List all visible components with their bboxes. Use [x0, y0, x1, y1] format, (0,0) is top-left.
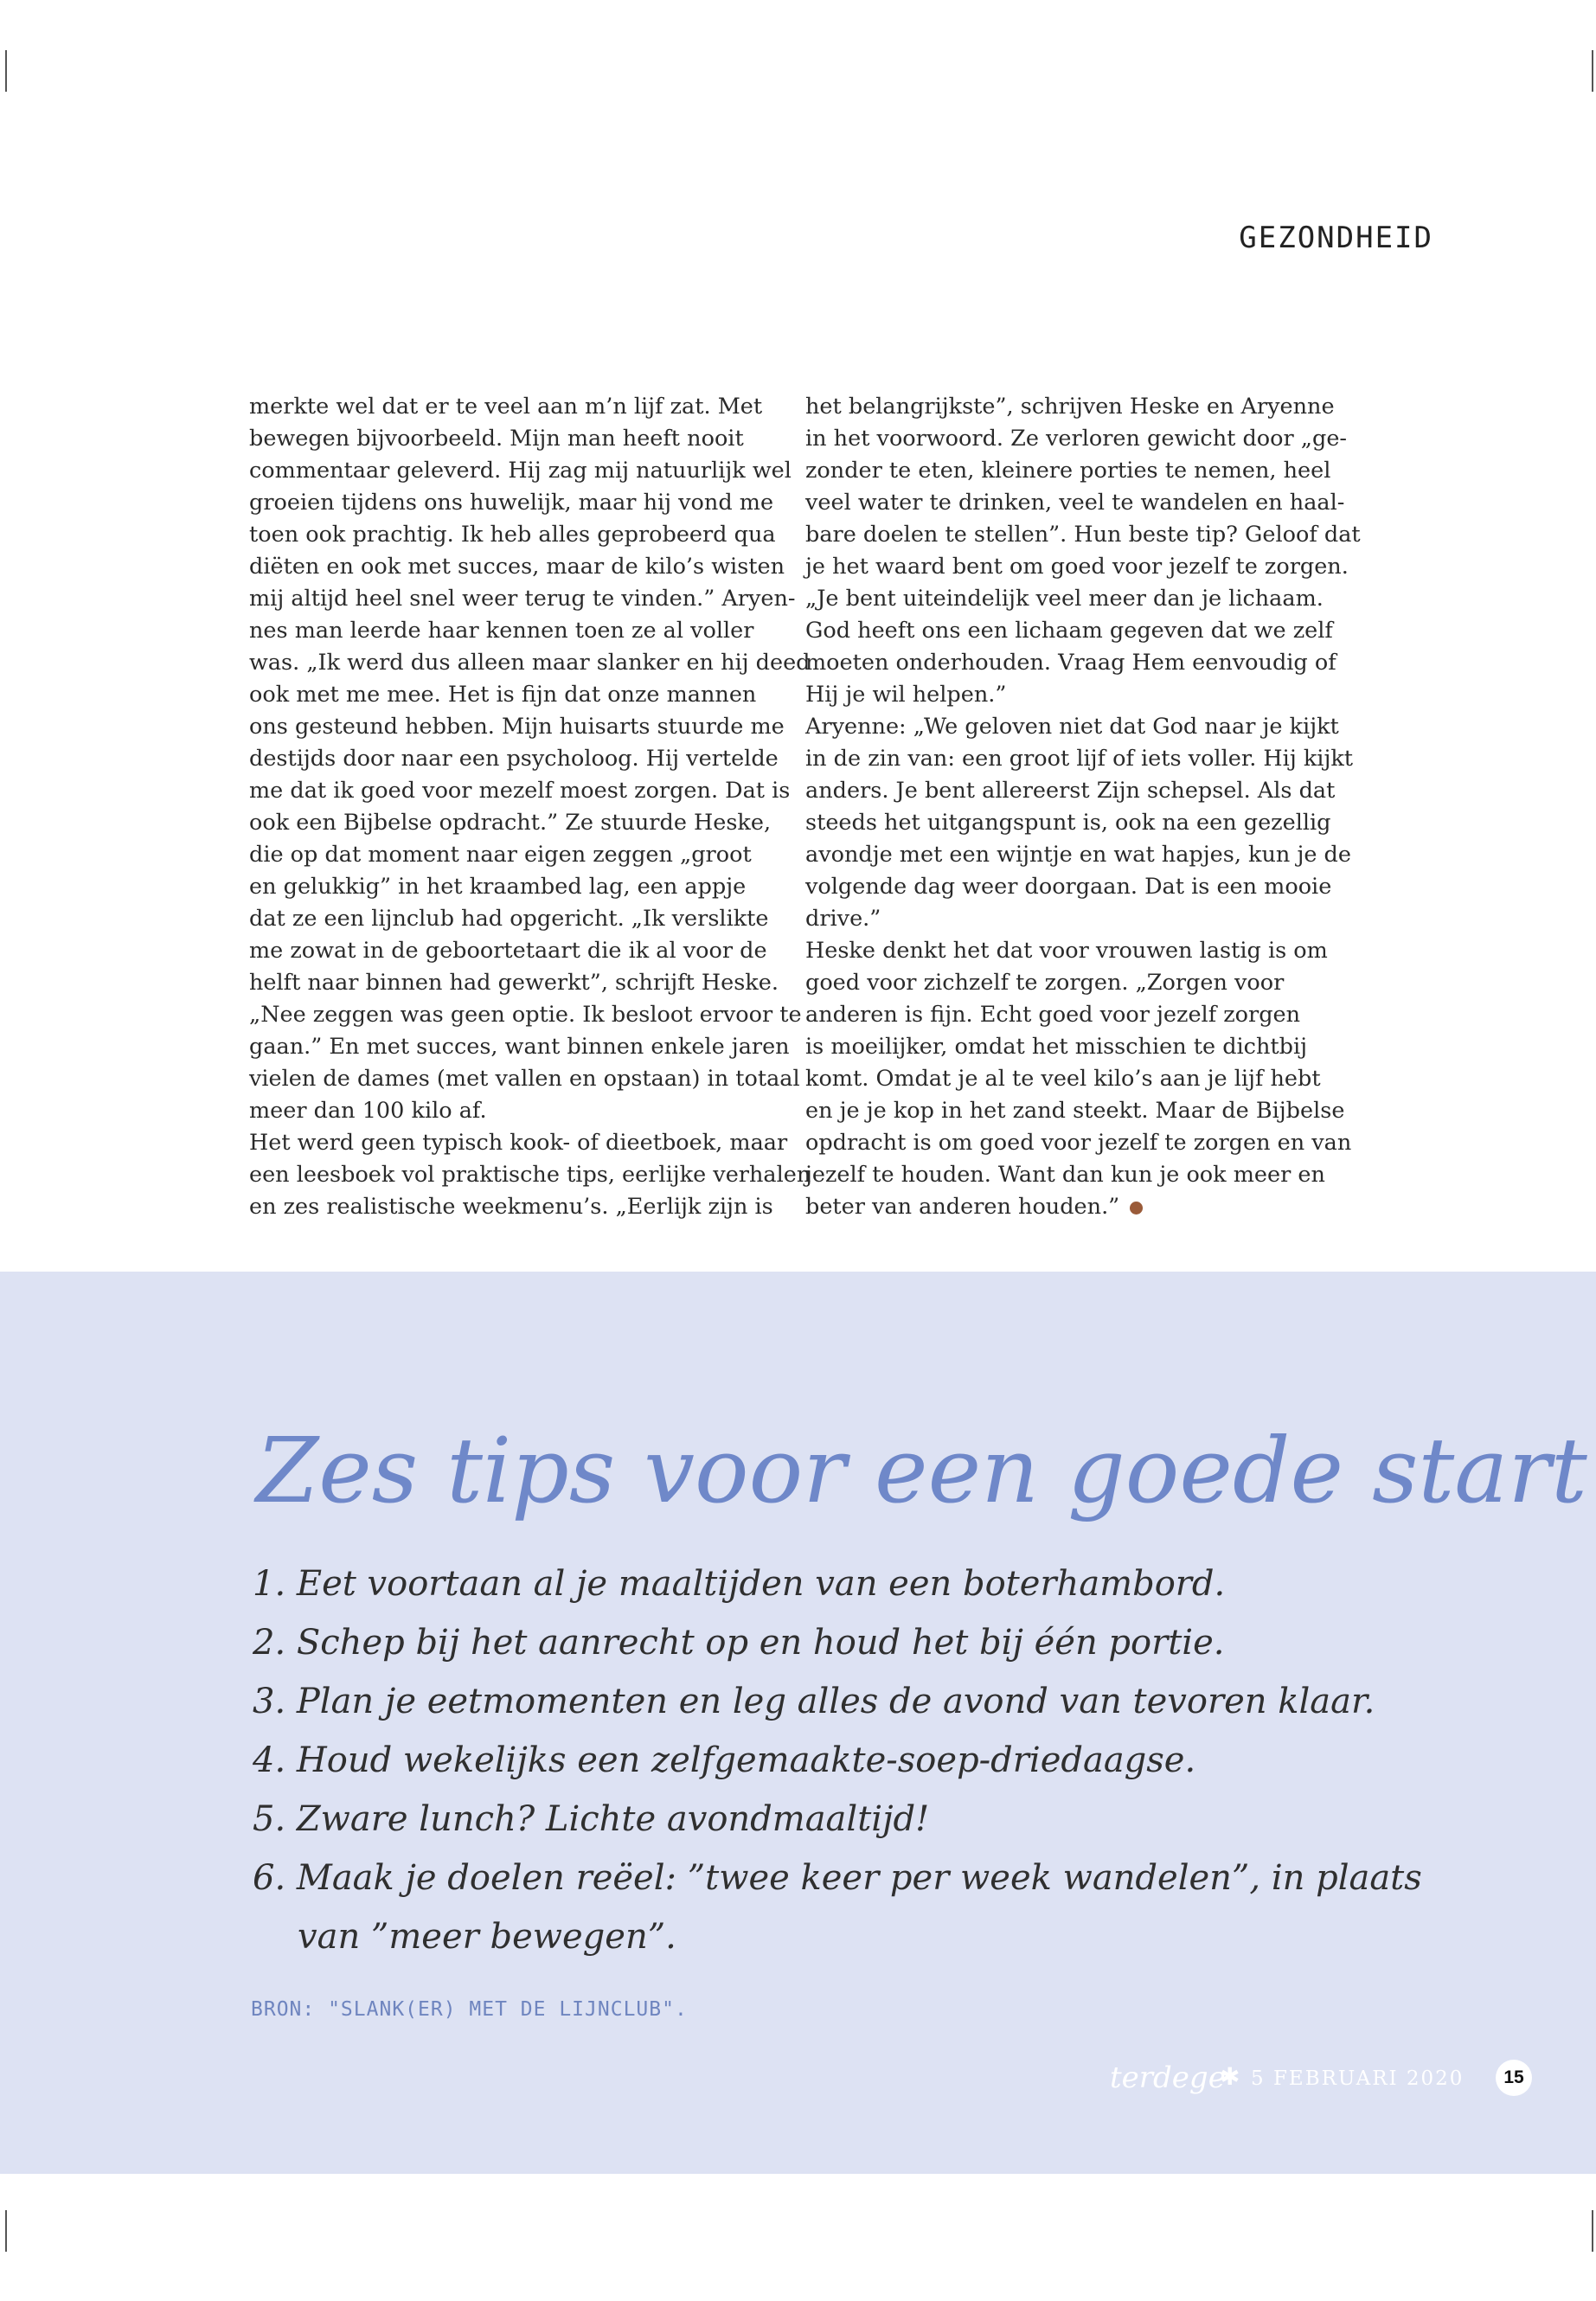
article-line [805, 743, 1354, 775]
article-line-text: je het waard bent om goed voor jezelf te zorgen. [805, 554, 1349, 580]
article-line-text: me dat ik goed voor mezelf moest zorgen. Dat is [249, 778, 791, 804]
article-line [249, 487, 777, 519]
article-line-text: volgende dag weer doorgaan. Dat is een mooie [805, 874, 1332, 900]
article-column-right [805, 391, 1361, 1223]
article-line [805, 1127, 1352, 1159]
article-line-text: Het werd geen typisch kook- of dieetboek, maar [249, 1130, 788, 1156]
article-line-text: diëten en ook met succes, maar de kilo’s wisten [249, 554, 785, 580]
article-line-text: ook een Bijbelse opdracht.” Ze stuurde Heske, [249, 810, 772, 836]
article-line [805, 967, 1333, 999]
article-line [249, 1159, 811, 1191]
crop-mark [1592, 2210, 1593, 2252]
article-line [249, 583, 796, 615]
article-line-text: Aryenne: „We geloven niet dat God naar je kijkt [805, 714, 1339, 740]
article-line-text: was. „Ik werd dus alleen maar slanker en hij deed [249, 650, 811, 676]
article-line [805, 1095, 1345, 1127]
tip-item-continuation: van ”meer bewegen”. [298, 1917, 676, 1957]
article-line-text: mij altijd heel snel weer terug te vinden.” Aryen- [249, 586, 796, 612]
tips-list [253, 1554, 1422, 1966]
article-line [249, 999, 802, 1031]
article-line [805, 423, 1348, 455]
article-line [249, 615, 777, 647]
article-line-text: „Je bent uiteindelijk veel meer dan je lichaam. [805, 586, 1324, 612]
crop-mark [5, 50, 7, 92]
tip-item: 3. Plan je eetmomenten en leg alles de avond van tevoren klaar. [253, 1682, 1375, 1721]
article-line [249, 967, 777, 999]
article-line [249, 423, 777, 455]
article-line [805, 519, 1361, 551]
article-line-text: beter van anderen houden.” [805, 1194, 1120, 1220]
article-line-text: anderen is fijn. Echt goed voor jezelf zorgen [805, 1002, 1301, 1028]
end-of-article-dot-icon [1130, 1202, 1143, 1215]
article-line [249, 807, 777, 839]
asterisk-icon: ✱ [1220, 2062, 1240, 2091]
article-line [249, 391, 777, 423]
article-line [805, 711, 1339, 743]
article-line [805, 455, 1333, 487]
article-line [805, 903, 1333, 935]
article-line-text: helft naar binnen had gewerkt”, schrijft Heske. [249, 970, 779, 996]
section-label: GEZONDHEID [1239, 221, 1433, 255]
article-line [249, 679, 777, 711]
article-line-text: is moeilijker, omdat het misschien te dichtbij [805, 1034, 1308, 1060]
article-line [249, 1191, 777, 1223]
article-line-text: en gelukkig” in het kraambed lag, een appje [249, 874, 747, 900]
article-line-text: komt. Omdat je al te veel kilo’s aan je lijf hebt [805, 1066, 1321, 1092]
article-line [805, 1191, 1333, 1223]
article-line-text: een leesboek vol praktische tips, eerlijke verhalen [249, 1162, 811, 1188]
issue-date: 5 FEBRUARI 2020 [1251, 2067, 1465, 2090]
article-line-text: ons gesteund hebben. Mijn huisarts stuurde me [249, 714, 785, 740]
article-line-text: toen ook prachtig. Ik heb alles geprobeerd qua [249, 522, 776, 548]
article-line-text: nes man leerde haar kennen toen ze al voller [249, 618, 754, 644]
tip-item: 2. Schep bij het aanrecht op en houd het bij één portie. [253, 1623, 1225, 1663]
article-line [805, 551, 1349, 583]
article-line-text: gaan.” En met succes, want binnen enkele jaren [249, 1034, 790, 1060]
article-line [249, 935, 777, 967]
article-line [805, 775, 1336, 807]
article-line-text: Heske denkt het dat voor vrouwen lastig is om [805, 938, 1328, 964]
article-line-text: veel water te drinken, veel te wandelen en haal- [805, 490, 1345, 516]
tip-item: 5. Zware lunch? Lichte avondmaaltijd! [253, 1799, 930, 1839]
article-line [249, 551, 785, 583]
article-line-text: dat ze een lijnclub had opgericht. „Ik verslikte [249, 906, 769, 932]
article-line-text: het belangrijkste”, schrijven Heske en Aryenne [805, 394, 1335, 420]
article-line-text: groeien tijdens ons huwelijk, maar hij vond me [249, 490, 774, 516]
article-line [249, 1031, 790, 1063]
tip-item: 6. Maak je doelen reëel: ”twee keer per week wandelen”, in plaats [253, 1858, 1422, 1898]
page-number: 15 [1496, 2060, 1532, 2096]
article-line [249, 839, 777, 871]
article-line-text: en je je kop in het zand steekt. Maar de Bijbelse [805, 1098, 1345, 1124]
tip-item: 1. Eet voortaan al je maaltijden van een boterhambord. [253, 1564, 1226, 1604]
article-line [249, 455, 792, 487]
article-line-text: vielen de dames (met vallen en opstaan) in totaal [249, 1066, 800, 1092]
article-line-text: jezelf te houden. Want dan kun je ook meer en [805, 1162, 1325, 1188]
article-line-text: steeds het uitgangspunt is, ook na een gezellig [805, 810, 1331, 836]
article-line-text: Hij je wil helpen.” [805, 682, 1007, 708]
article-line [805, 999, 1333, 1031]
article-line [249, 743, 777, 775]
article-line-text: avondje met een wijntje en wat hapjes, kun je de [805, 842, 1351, 868]
source-credit: BRON: "SLANK(ER) MET DE LIJNCLUB". [251, 1998, 688, 2021]
article-line [249, 647, 811, 679]
article-line-text: merkte wel dat er te veel aan m’n lijf zat. Met [249, 394, 763, 420]
article-line [805, 679, 1333, 711]
article-line [805, 807, 1333, 839]
tip-item: 4. Houd wekelijks een zelfgemaakte-soep-driedaagse. [253, 1740, 1196, 1780]
article-line [249, 903, 777, 935]
article-line-text: bewegen bijvoorbeeld. Mijn man heeft nooit [249, 426, 744, 452]
article-line [249, 519, 777, 551]
article-line-text: destijds door naar een psycholoog. Hij vertelde [249, 746, 779, 772]
article-line-text: „Nee zeggen was geen optie. Ik besloot ervoor te [249, 1002, 802, 1028]
article-line [249, 1095, 777, 1127]
crop-mark [5, 2210, 7, 2252]
article-line-text: bare doelen te stellen”. Hun beste tip? Geloof dat [805, 522, 1361, 548]
article-line [805, 583, 1333, 615]
article-line [805, 871, 1333, 903]
article-line [249, 871, 777, 903]
article-line [249, 775, 791, 807]
article-line [805, 1063, 1333, 1095]
crop-mark [1592, 50, 1593, 92]
article-line-text: anders. Je bent allereerst Zijn schepsel. Als dat [805, 778, 1336, 804]
article-line-text: in het voorwoord. Ze verloren gewicht door „ge- [805, 426, 1348, 452]
article-line-text: meer dan 100 kilo af. [249, 1098, 487, 1124]
article-line-text: me zowat in de geboortetaart die ik al voor de [249, 938, 767, 964]
article-line-text: en zes realistische weekmenu’s. „Eerlijk zijn is [249, 1194, 773, 1220]
article-line [249, 711, 785, 743]
article-line-text: ook met me mee. Het is fijn dat onze mannen [249, 682, 757, 708]
article-line [805, 1031, 1333, 1063]
magazine-logo: terdege [1110, 2061, 1226, 2095]
article-line [805, 487, 1345, 519]
article-line-text: moeten onderhouden. Vraag Hem eenvoudig of [805, 650, 1336, 676]
article-line-text: in de zin van: een groot lijf of iets voller. Hij kijkt [805, 746, 1354, 772]
article-column-left [249, 391, 811, 1223]
article-line [805, 647, 1336, 679]
article-line [249, 1127, 788, 1159]
article-line-text: goed voor zichzelf te zorgen. „Zorgen voor [805, 970, 1285, 996]
article-line [805, 615, 1333, 647]
article-line [805, 839, 1351, 871]
article-line-text: drive.” [805, 906, 881, 932]
article-line [805, 391, 1333, 423]
tips-title: Zes tips voor een goede start [256, 1418, 1587, 1523]
article-line [805, 1159, 1333, 1191]
article-line [805, 935, 1333, 967]
article-line [249, 1063, 800, 1095]
article-line-text: die op dat moment naar eigen zeggen „groot [249, 842, 752, 868]
article-line-text: zonder te eten, kleinere porties te nemen, heel [805, 458, 1331, 484]
article-line-text: God heeft ons een lichaam gegeven dat we zelf [805, 618, 1333, 644]
article-line-text: opdracht is om goed voor jezelf te zorgen en van [805, 1130, 1352, 1156]
article-line-text: commentaar geleverd. Hij zag mij natuurlijk wel [249, 458, 792, 484]
